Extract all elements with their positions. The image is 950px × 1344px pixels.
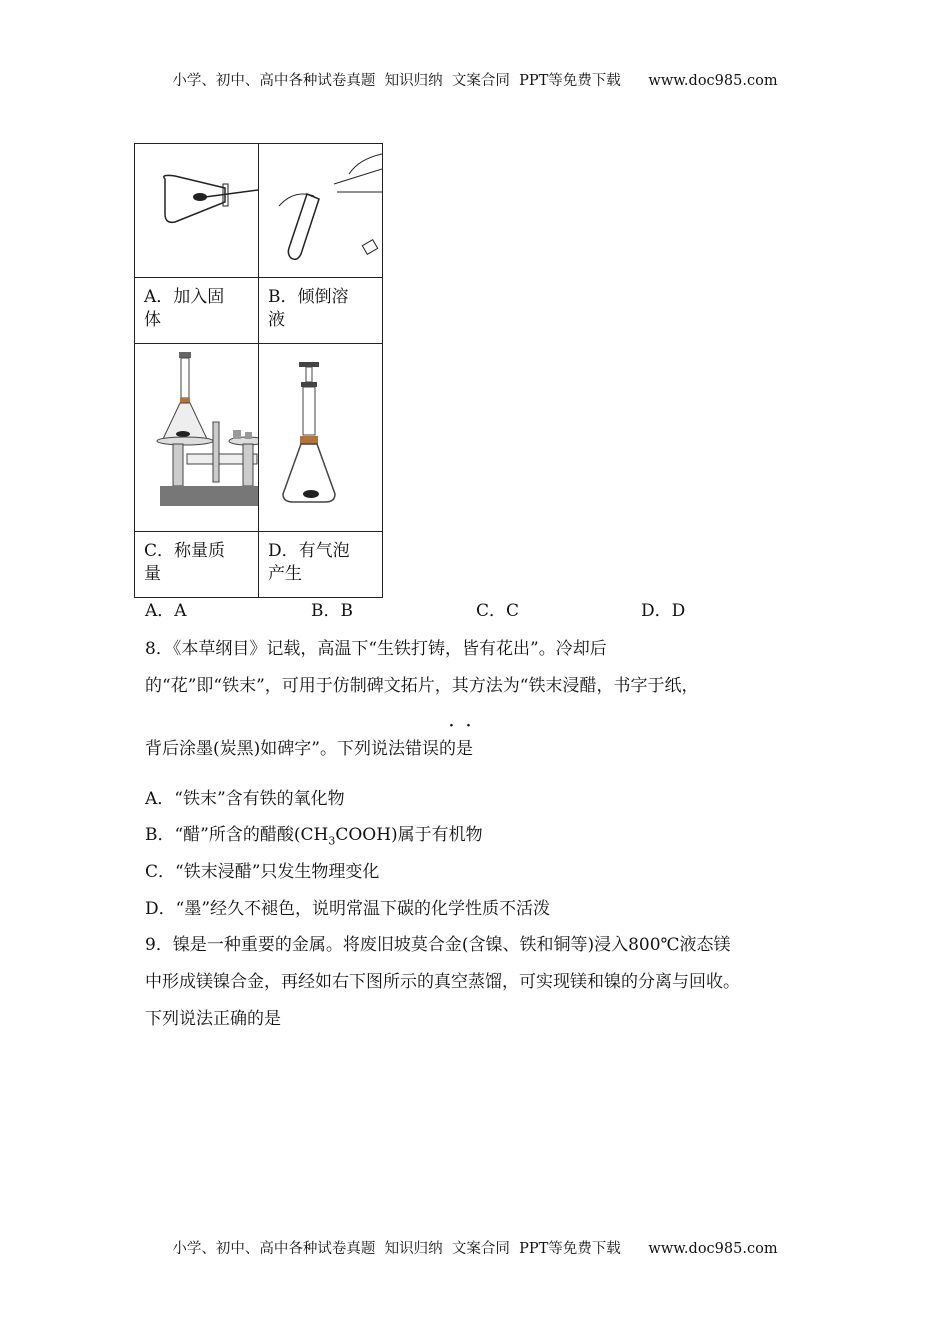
option-c[interactable]: C．C (476, 601, 520, 621)
option-b[interactable]: B．B (311, 601, 353, 621)
cell-label-d (259, 532, 383, 598)
image-pour-solution (259, 144, 383, 278)
header-text: 小学、初中、高中各种试卷真题 知识归纳 文案合同 PPT等免费下载 (172, 73, 621, 89)
image-weigh-mass (135, 344, 259, 532)
option-d[interactable]: D．D (641, 601, 686, 621)
footer-link[interactable]: www.doc985.com (648, 1241, 778, 1257)
option-a[interactable]: A．A (145, 601, 187, 621)
label-line: 液 (268, 310, 285, 330)
page-header (0, 69, 950, 90)
image-add-solid (135, 144, 259, 278)
text: COOH)属于有机物 (335, 825, 483, 845)
text: 背后涂墨(炭黑)如碑字”。下列说法 (145, 739, 405, 759)
q9-stem-line2: 中形成镁镍合金，再经如右下图所示的真空蒸馏，可实现镁和镍的分离与回收。 (145, 972, 740, 992)
syringe-flask-illustration (259, 344, 382, 526)
label-line: 量 (144, 564, 161, 584)
subscript: 3 (328, 834, 336, 848)
label-line: A．加入固 (144, 287, 225, 307)
label-line: 体 (144, 310, 161, 330)
page-footer (0, 1237, 950, 1258)
text: 的是 (438, 739, 473, 759)
balance-illustration (135, 344, 258, 526)
label-line: C．称量质 (144, 541, 226, 561)
q8-stem-line1: 8．《本草纲目》记载，高温下“生铁打铸，皆有花出”。冷却后 (145, 639, 607, 659)
image-gas-bubbles (259, 344, 383, 532)
cell-label-a (135, 278, 259, 344)
q9-stem-line3: 下列说法正确的是 (145, 1009, 281, 1029)
q8-stem-line3 (145, 734, 473, 759)
emphasis-dot: · (449, 718, 454, 734)
q8-option-a[interactable]: A．“铁末”含有铁的氧化物 (145, 789, 345, 809)
emphasized-text: 错误 (404, 739, 439, 759)
footer-text: 小学、初中、高中各种试卷真题 知识归纳 文案合同 PPT等免费下载 (172, 1241, 621, 1257)
label-line: D．有气泡 (268, 541, 350, 561)
experiment-table (134, 143, 383, 598)
q8-stem-line2: 的“花”即“铁末”，可用于仿制碑文拓片，其方法为“铁末浸醋，书字于纸， (145, 676, 699, 696)
test-tube-pour-illustration (259, 144, 382, 272)
cell-label-b (259, 278, 383, 344)
emphasis-dot: · (466, 718, 471, 734)
cell-label-c (135, 532, 259, 598)
q8-option-c[interactable]: C．“铁末浸醋”只发生物理变化 (145, 862, 380, 882)
q8-option-d[interactable]: D．“墨”经久不褪色，说明常温下碳的化学性质不活泼 (145, 899, 551, 919)
q8-option-b[interactable] (145, 820, 483, 847)
text: B．“醋”所含的醋酸(CH (145, 825, 329, 845)
q9-stem-line1: 9．镍是一种重要的金属。将废旧坡莫合金(含镍、铁和铜等)浸入800℃液态镁 (145, 935, 731, 955)
label-line: 产生 (268, 564, 302, 584)
label-line: B．倾倒溶 (268, 287, 349, 307)
header-link[interactable]: www.doc985.com (648, 73, 778, 89)
flask-spoon-illustration (135, 144, 258, 272)
